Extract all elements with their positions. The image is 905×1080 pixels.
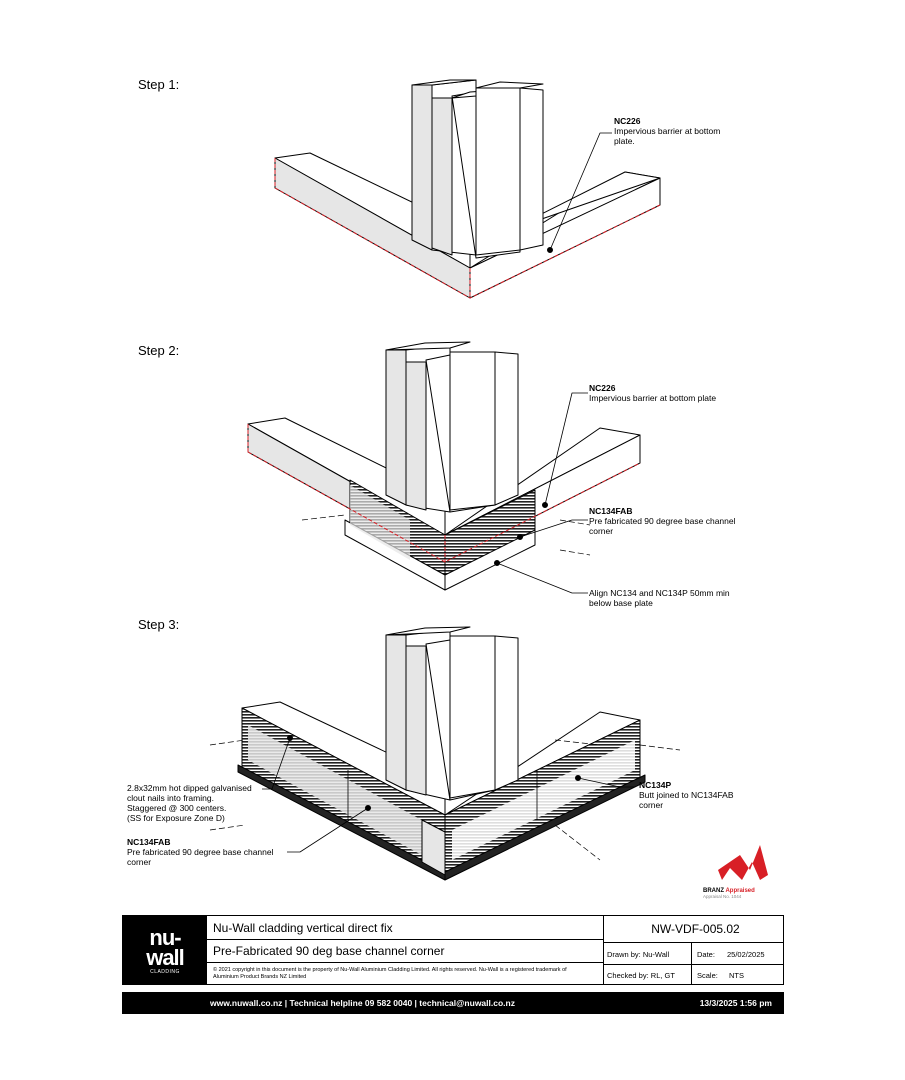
footer-bar bbox=[122, 992, 784, 1014]
drawing-title: Nu-Wall cladding vertical direct fix bbox=[213, 921, 393, 935]
branz-appraised-mark: BRANZ Appraised Appraisal No. 1044 bbox=[703, 888, 755, 899]
checked-by: Checked by: RL, GT bbox=[607, 971, 675, 980]
step2-nc226-annotation: NC226 Impervious barrier at bottom plate bbox=[589, 383, 717, 403]
title-block bbox=[122, 915, 784, 985]
date-label: Date: bbox=[697, 950, 715, 959]
step2-align-annotation: Align NC134 and NC134P 50mm min below base plate bbox=[589, 588, 730, 608]
step3-figure bbox=[210, 627, 680, 880]
drawing-code: NW-VDF-005.02 bbox=[651, 922, 740, 936]
step2-nc134fab-annotation: NC134FAB Pre fabricated 90 degree base channel corner bbox=[589, 506, 736, 536]
drawing-subtitle: Pre-Fabricated 90 deg base channel corner bbox=[213, 944, 445, 958]
step3-nc134p-annotation: NC134P Butt joined to NC134FAB corner bbox=[639, 780, 734, 810]
step1-figure bbox=[275, 80, 660, 298]
contact-info: www.nuwall.co.nz | Technical helpline 09 582 0040 | technical@nuwall.co.nz bbox=[210, 998, 515, 1008]
step3-label: Step 3: bbox=[138, 617, 180, 632]
scale-label: Scale: bbox=[697, 971, 718, 980]
annotation-code: NC134FAB bbox=[589, 506, 633, 516]
nu-wall-logo: nu- wall CLADDING bbox=[123, 916, 207, 984]
drawn-by: Drawn by: Nu-Wall bbox=[607, 950, 670, 959]
date-value: 25/02/2025 bbox=[727, 950, 765, 959]
copyright-text: © 2021 copyright in this document is the property of Nu-Wall Aluminium Cladding Limited. All rights reserved. Nu-Wall is a registered trademark of Aluminium Product Brands NZ Limited bbox=[213, 967, 567, 980]
annotation-code: NC134P bbox=[639, 780, 672, 790]
scale-value: NTS bbox=[729, 971, 744, 980]
step1-label: Step 1: bbox=[138, 77, 180, 92]
step2-label: Step 2: bbox=[138, 343, 180, 358]
step3-nc134fab-annotation: NC134FAB Pre fabricated 90 degree base channel corner bbox=[127, 837, 274, 867]
annotation-code: NC226 bbox=[589, 383, 616, 393]
step1-nc226-annotation: NC226 Impervious barrier at bottom plate. bbox=[614, 116, 721, 146]
annotation-code: NC226 bbox=[614, 116, 641, 126]
branz-logo-icon bbox=[718, 845, 768, 880]
step2-figure bbox=[248, 342, 640, 593]
annotation-code: NC134FAB bbox=[127, 837, 171, 847]
step3-nails-annotation: 2.8x32mm hot dipped galvanised clout nails into framing. Staggered @ 300 centers. (SS for Exposure Zone D) bbox=[127, 783, 252, 823]
print-timestamp: 13/3/2025 1:56 pm bbox=[699, 998, 772, 1008]
